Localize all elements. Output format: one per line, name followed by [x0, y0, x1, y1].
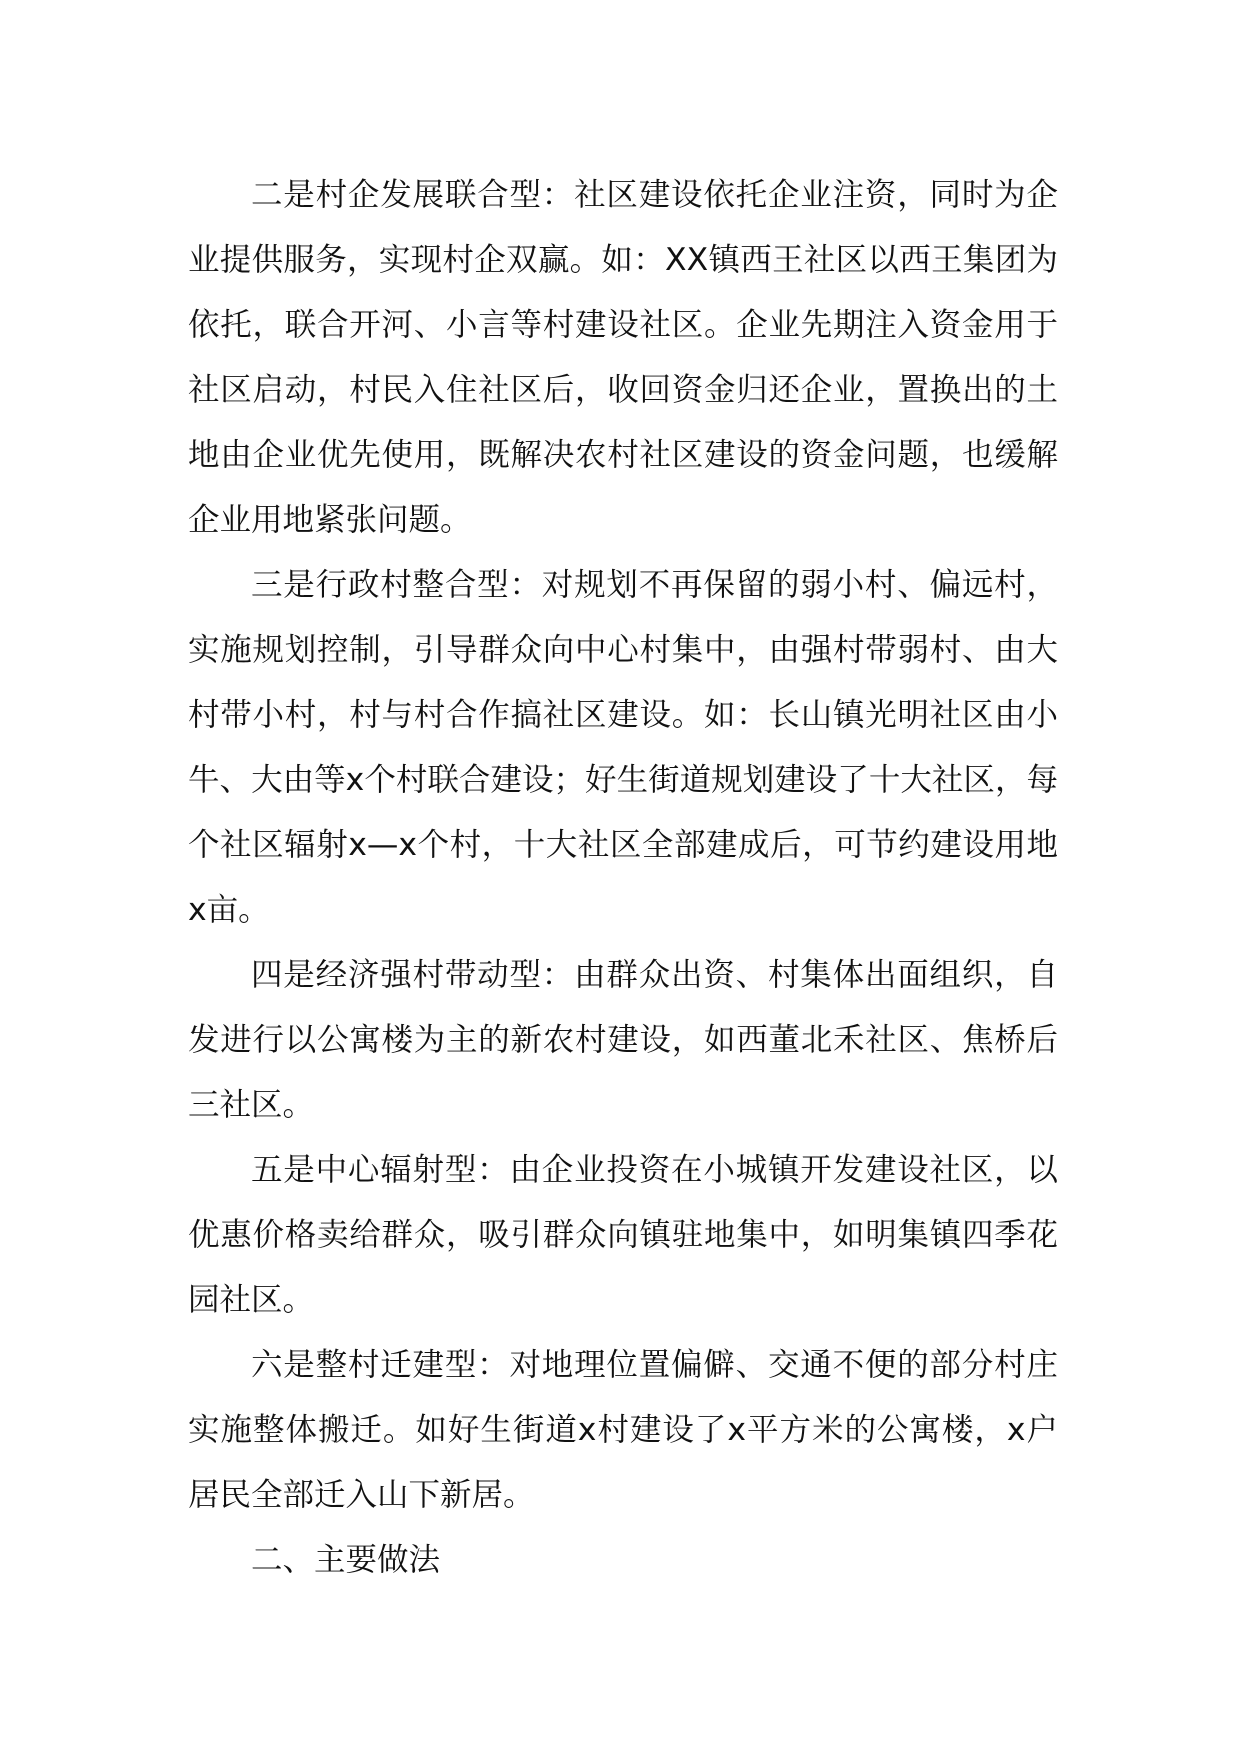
paragraph-center-radiation: 五是中心辐射型：由企业投资在小城镇开发建设社区，以优惠价格卖给群众，吸引群众向镇驻地集中，如明集镇四季花园社区。: [188, 1152, 1058, 1318]
paragraph-village-enterprise: 二是村企发展联合型：社区建设依托企业注资，同时为企业提供服务，实现村企双赢。如：XX镇西王社区以西王集团为依托，联合开河、小言等村建设社区。企业先期注入资金用于社区启动，村民入住社区后，收回资金归还企业，置换出的土地由企业优先使用，既解决农村社区建设的资金问题，也缓解企业用地紧张问题。: [188, 177, 1058, 538]
document-body: [188, 163, 1058, 1593]
paragraph-relocation: 六是整村迁建型：对地理位置偏僻、交通不便的部分村庄实施整体搬迁。如好生街道x村建设了x平方米的公寓楼，x户居民全部迁入山下新居。: [188, 1347, 1058, 1513]
paragraph-village-integration: 三是行政村整合型：对规划不再保留的弱小村、偏远村，实施规划控制，引导群众向中心村集中，由强村带弱村、由大村带小村，村与村合作搞社区建设。如：长山镇光明社区由小牛、大由等x个村联合建设；好生街道规划建设了十大社区，每个社区辐射x—x个村，十大社区全部建成后，可节约建设用地x亩。: [188, 567, 1058, 928]
paragraph-strong-village: 四是经济强村带动型：由群众出资、村集体出面组织，自发进行以公寓楼为主的新农村建设，如西董北禾社区、焦桥后三社区。: [188, 957, 1058, 1123]
section-heading: 二、主要做法: [251, 1542, 441, 1578]
